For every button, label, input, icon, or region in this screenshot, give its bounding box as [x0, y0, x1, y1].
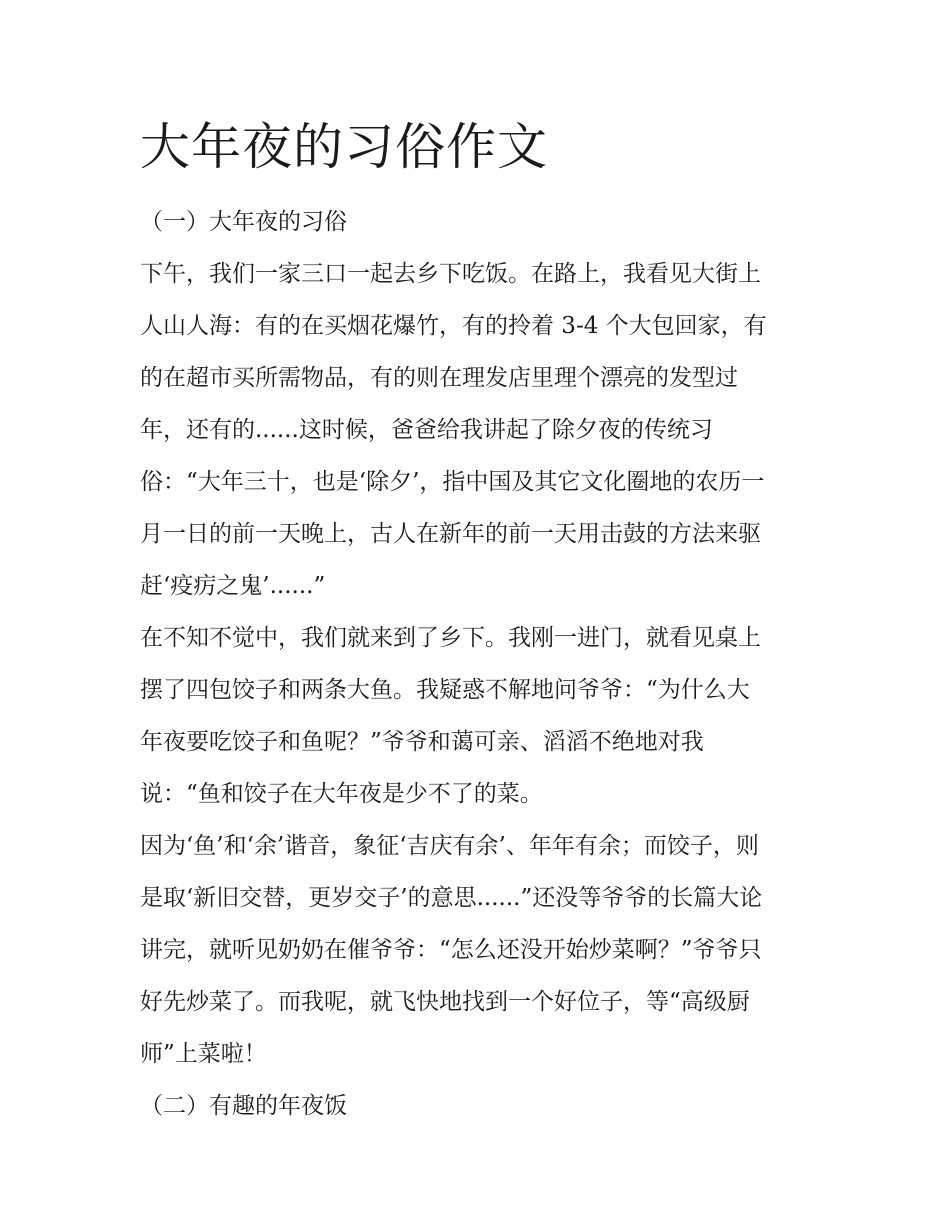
paragraph-line: 是取‘新旧交替，更岁交子’的意思......”还没等爷爷的长篇大论: [140, 885, 763, 911]
paragraph-line: 好先炒菜了。而我呢，就飞快地找到一个好位子，等“高级厨: [140, 989, 750, 1015]
paragraph-line: 因为‘鱼’和‘余’谐音，象征‘吉庆有余’、年年有余；而饺子，则: [140, 833, 759, 859]
paragraph-line: 在不知不觉中，我们就来到了乡下。我刚一进门，就看见桌上: [140, 625, 761, 651]
paragraph-line: 讲完，就听见奶奶在催爷爷：“怎么还没开始炒菜啊？”爷爷只: [140, 937, 762, 963]
section-heading-2: （二）有趣的年夜饭: [140, 1093, 347, 1119]
paragraph-line: 人山人海：有的在买烟花爆竹，有的拎着 3-4 个大包回家，有: [140, 313, 767, 339]
paragraph-line: 年夜要吃饺子和鱼呢？”爷爷和蔼可亲、滔滔不绝地对我: [140, 729, 704, 755]
paragraph-line: 年，还有的......这时候，爸爸给我讲起了除夕夜的传统习: [140, 417, 713, 443]
paragraph-3: [140, 820, 820, 1080]
section-heading-1: （一）大年夜的习俗: [140, 209, 347, 235]
paragraph-line: 下午，我们一家三口一起去乡下吃饭。在路上，我看见大街上: [140, 261, 761, 287]
paragraph-line: 赶‘疫疠之鬼’......”: [140, 573, 326, 599]
paragraph-line: 摆了四包饺子和两条大鱼。我疑惑不解地问爷爷：“为什么大: [140, 677, 750, 703]
document-page: [140, 112, 820, 1132]
paragraph-line: 师”上菜啦！: [140, 1041, 267, 1067]
paragraph-2: [140, 612, 820, 820]
paragraph-1: [140, 248, 820, 612]
paragraph-line: 说：“鱼和饺子在大年夜是少不了的菜。: [140, 781, 543, 807]
paragraph-line: 俗：“大年三十，也是‘除夕’，指中国及其它文化圈地的农历一: [140, 469, 765, 495]
document-title: 大年夜的习俗作文: [140, 118, 548, 176]
paragraph-line: 的在超市买所需物品，有的则在理发店里理个漂亮的发型过: [140, 365, 738, 391]
paragraph-line: 月一日的前一天晚上，古人在新年的前一天用击鼓的方法来驱: [140, 521, 761, 547]
